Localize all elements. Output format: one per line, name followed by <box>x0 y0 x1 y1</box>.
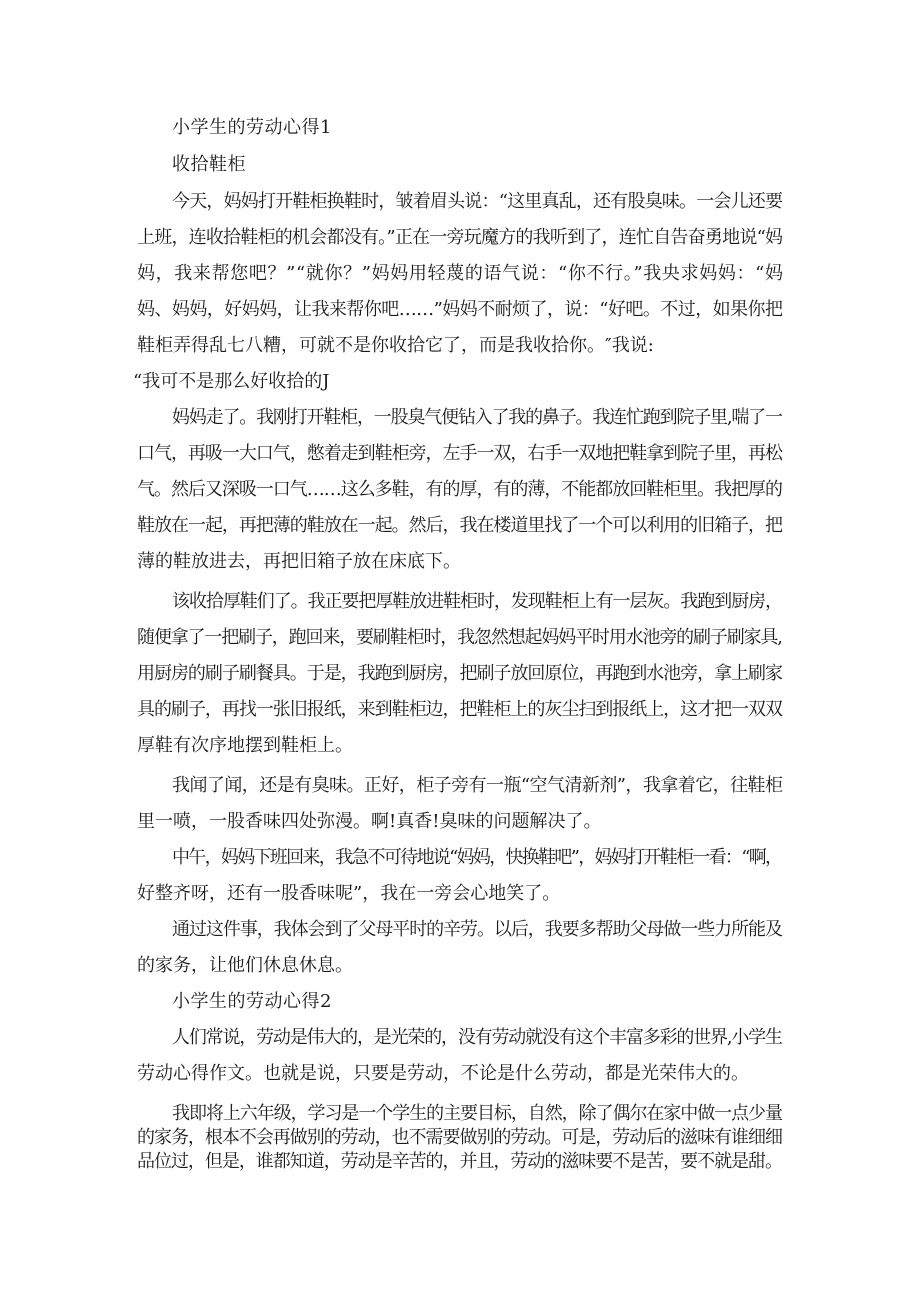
section1-subtitle: 收拾鞋柜 <box>172 154 246 175</box>
text-line: 上班，连收拾鞋柜的机会都没有。”正在一旁玩魔方的我听到了，连忙自告奋勇地说“妈 <box>137 227 783 248</box>
text-line: 品位过，但是，谁都知道，劳动是辛苦的，并且，劳动的滋味要不是苦，要不就是甜。 <box>137 1151 782 1172</box>
text-line: 人们常说，劳动是伟大的，是光荣的，没有劳动就没有这个丰富多彩的世界,小学生 <box>172 1027 782 1048</box>
text-line: 通过这件事，我体会到了父母平时的辛劳。以后，我要多帮助父母做一些力所能及 <box>172 919 782 940</box>
text-line: 薄的鞋放进去，再把旧箱子放在床底下。 <box>137 551 461 572</box>
text-line: 好整齐呀，还有一股香味呢”，我在一旁会心地笑了。 <box>137 883 561 904</box>
text-line: 妈，我来帮您吧？”“就你？”妈妈用轻蔑的语气说：“你不行。”我央求妈妈：“妈 <box>137 263 784 284</box>
text-line: 的家务，让他们休息休息。 <box>137 955 353 976</box>
text-line: 妈妈走了。我刚打开鞋柜，一股臭气便钻入了我的鼻子。我连忙跑到院子里,喘了一 <box>172 407 782 428</box>
text-line: 气。然后又深吸一口气……这么多鞋，有的厚，有的薄，不能都放回鞋柜里。我把厚的 <box>137 479 782 500</box>
text-line: 中午，妈妈下班回来，我急不可待地说“妈妈，快换鞋吧”，妈妈打开鞋柜一看：“啊， <box>172 847 782 868</box>
text-line: “我可不是那么好收拾的J <box>133 371 330 392</box>
text-line: 具的刷子，再找一张旧报纸，来到鞋柜边，把鞋柜上的灰尘扫到报纸上，这才把一双双 <box>137 699 782 720</box>
section1-title: 小学生的劳动心得1 <box>172 117 332 138</box>
text-line: 鞋放在一起，再把薄的鞋放在一起。然后，我在楼道里找了一个可以利用的旧箱子，把 <box>137 515 782 536</box>
text-line: 的家务，根本不会再做别的劳动，也不需要做别的劳动。可是，劳动后的滋味有谁细细 <box>137 1127 782 1148</box>
text-line: 鞋柜弄得乱七八糟，可就不是你收拾它了，而是我收拾你。″我说: <box>137 335 654 356</box>
text-line: 妈、妈妈，好妈妈，让我来帮你吧……”妈妈不耐烦了，说：“好吧。不过，如果你把 <box>137 299 783 320</box>
text-line: 随便拿了一把刷子，跑回来，要刷鞋柜时，我忽然想起妈妈平时用水池旁的刷子刷家具, <box>137 627 782 648</box>
text-line: 用厨房的刷子刷餐具。于是，我跑到厨房，把刷子放回原位，再跑到水池旁，拿上刷家 <box>137 663 782 684</box>
section2-title: 小学生的劳动心得2 <box>172 991 332 1012</box>
text-line: 劳动心得作文。也就是说，只要是劳动，不论是什么劳动，都是光荣伟大的。 <box>137 1063 749 1084</box>
text-line: 今天，妈妈打开鞋柜换鞋时，皱着眉头说：“这里真乱，还有股臭味。一会儿还要 <box>172 191 783 212</box>
text-line: 我即将上六年级，学习是一个学生的主要目标，自然，除了偶尔在家中做一点少量 <box>172 1103 782 1124</box>
text-line: 口气，再吸一大口气，憋着走到鞋柜旁，左手一双，右手一双地把鞋拿到院子里，再松 <box>137 443 782 464</box>
text-line: 里一喷，一股香味四处弥漫。啊!真香!臭味的问题解决了。 <box>137 811 602 832</box>
text-line: 厚鞋有次序地摆到鞋柜上。 <box>137 735 353 756</box>
text-line: 该收拾厚鞋们了。我正要把厚鞋放进鞋柜时，发现鞋柜上有一层灰。我跑到厨房， <box>172 591 782 612</box>
text-line: 我闻了闻，还是有臭味。正好，柜子旁有一瓶“空气清新剂”，我拿着它，往鞋柜 <box>172 775 783 796</box>
